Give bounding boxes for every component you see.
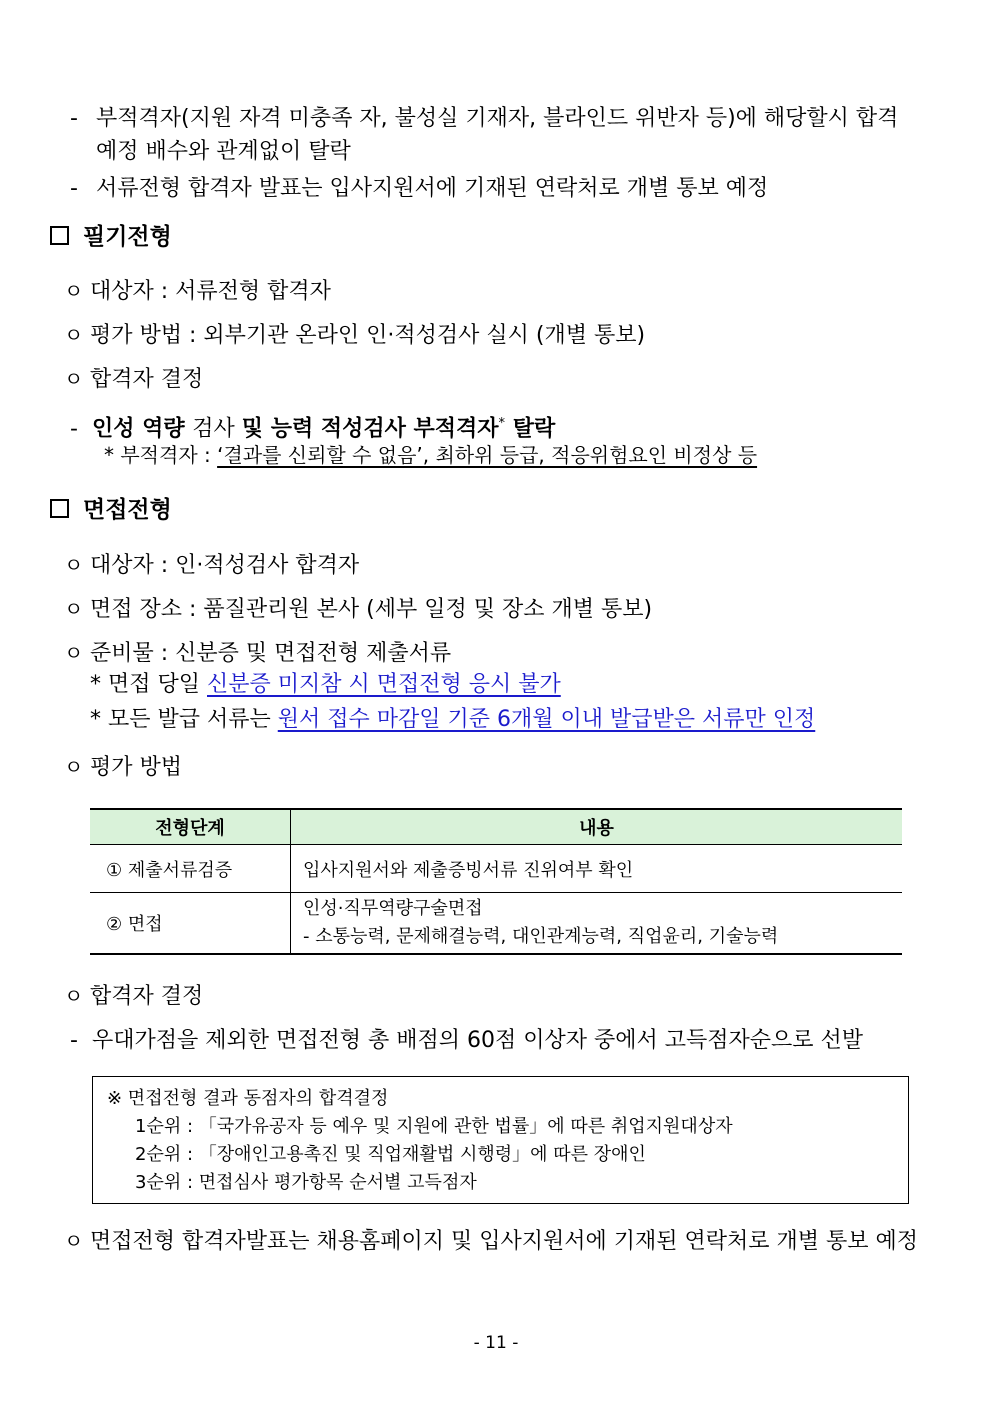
- disqualify-note-line2: 예정 배수와 관계없이 탈락: [96, 139, 351, 164]
- prep-note-id: * 면접 당일 신분증 미지참 시 면접전형 응시 불가: [90, 672, 561, 697]
- written-elimination: - 인성 역량 검사 및 능력 적성검사 부적격자* 탈락: [70, 416, 556, 442]
- evaluation-table: [90, 808, 902, 955]
- table-cell-stage: ② 면접: [90, 893, 291, 954]
- tie-break-title: ※ 면접전형 결과 동점자의 합격결정: [107, 1088, 389, 1109]
- document-result-notice: 서류전형 합격자 발표는 입사지원서에 기재된 연락처로 개별 통보 예정: [96, 176, 769, 201]
- tie-break-rank-2: 2순위 : 「장애인고용촉진 및 직업재활법 시행령」에 따른 장애인: [135, 1144, 646, 1165]
- disqualify-note-line1: 부적격자(지원 자격 미충족 자, 불성실 기재자, 블라인드 위반자 등)에 해당할시 합격: [96, 106, 899, 131]
- table-cell-content: 인성·직무역량구술면접 - 소통능력, 문제해결능력, 대인관계능력, 직업윤리, 기술능력: [291, 893, 903, 954]
- written-decision: ㅇ 합격자 결정: [64, 367, 204, 392]
- interview-target: ㅇ 대상자 : 인·적성검사 합격자: [64, 553, 360, 578]
- interview-eval-method: ㅇ 평가 방법: [64, 755, 183, 780]
- written-method: ㅇ 평가 방법 : 외부기관 온라인 인·적성검사 실시 (개별 통보): [64, 323, 646, 348]
- interview-place: ㅇ 면접 장소 : 품질관리원 본사 (세부 일정 및 장소 개별 통보): [64, 597, 653, 622]
- interview-announce: ㅇ 면접전형 합격자발표는 채용홈페이지 및 입사지원서에 기재된 연락처로 개별 통보 예정: [64, 1229, 919, 1254]
- interview-decision: ㅇ 합격자 결정: [64, 984, 204, 1009]
- tie-break-box: [92, 1076, 909, 1204]
- checkbox-square-icon: [50, 499, 69, 518]
- table-header-stage: 전형단계: [90, 809, 291, 845]
- section-title-interview: 면접전형: [50, 495, 172, 525]
- dash-bullet: -: [70, 176, 78, 201]
- interview-decision-rule: - 우대가점을 제외한 면접전형 총 배점의 60점 이상자 중에서 고득점자순으로 선발: [70, 1028, 863, 1053]
- section-title-written-test: 필기전형: [50, 222, 172, 252]
- written-footnote: * 부적격자 : ‘결과를 신뢰할 수 없음’, 최하위 등급, 적응위험요인 비정상 등: [104, 443, 758, 467]
- interview-prep: ㅇ 준비물 : 신분증 및 면접전형 제출서류: [64, 641, 452, 666]
- page-number: - 11 -: [473, 1333, 519, 1353]
- tie-break-rank-3: 3순위 : 면접심사 평가항목 순서별 고득점자: [135, 1172, 477, 1193]
- table-row: [90, 893, 902, 954]
- table-cell-stage: ① 제출서류검증: [90, 845, 291, 893]
- table-header-content: 내용: [291, 809, 903, 845]
- checkbox-square-icon: [50, 226, 69, 245]
- written-target: ㅇ 대상자 : 서류전형 합격자: [64, 279, 331, 304]
- prep-note-documents: * 모든 발급 서류는 원서 접수 마감일 기준 6개월 이내 발급받은 서류만 인정: [90, 707, 816, 732]
- table-row: [90, 845, 902, 893]
- dash-bullet: -: [70, 106, 78, 131]
- table-header-row: [90, 809, 902, 845]
- table-cell-content: 입사지원서와 제출증빙서류 진위여부 확인: [291, 845, 903, 893]
- tie-break-rank-1: 1순위 : 「국가유공자 등 예우 및 지원에 관한 법률」에 따른 취업지원대상자: [135, 1116, 733, 1137]
